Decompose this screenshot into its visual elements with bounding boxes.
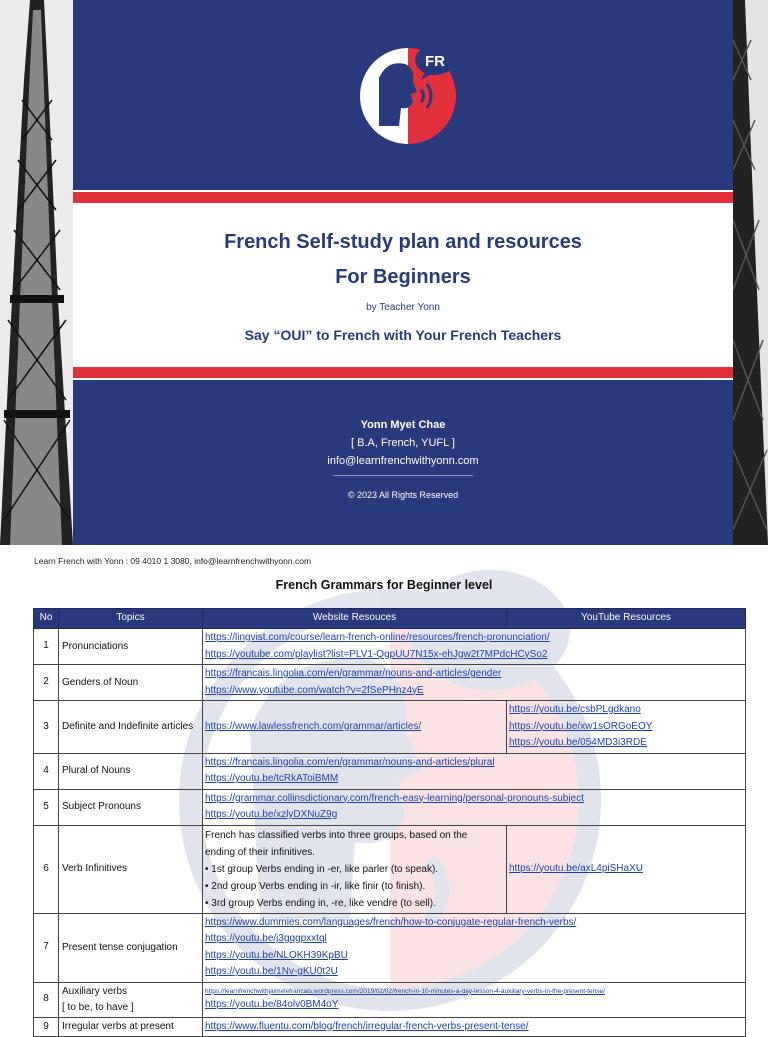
- row-topic: Irregular verbs at present: [59, 1017, 203, 1037]
- table-row: [34, 665, 746, 701]
- eiffel-tower-photo-left: [0, 0, 73, 545]
- learn-french-logo: [353, 38, 463, 148]
- note-line: ending of their infinitives.: [205, 846, 316, 858]
- banner-red-strip-bottom: [73, 367, 733, 378]
- resource-link[interactable]: https://francais.lingolia.com/en/grammar/nouns-and-articles/gender: [205, 668, 502, 679]
- table-header-row: [34, 609, 746, 629]
- row-resources: [203, 913, 746, 982]
- row-resources: [203, 789, 746, 825]
- contact-name: Yonn Myet Chae: [360, 419, 446, 431]
- column-header-youtube-resources: YouTube Resources: [507, 609, 746, 629]
- resource-link[interactable]: https://youtu.be/j3gqgpxxtql: [205, 933, 327, 944]
- resource-link[interactable]: https://francais.lingolia.com/en/grammar/nouns-and-articles/plural: [205, 756, 495, 768]
- note-line: • 2nd group Verbs ending in -ir, like finir (to finish).: [205, 880, 426, 892]
- row-topic: Verb Infinitives: [59, 825, 203, 913]
- resource-link[interactable]: https://youtu.be/xzlyDXNuZ9g: [205, 809, 338, 820]
- resource-link[interactable]: https://youtu.be/NLOKH39KpBU: [205, 949, 348, 961]
- row-topic: Definite and Indefinite articles: [59, 701, 203, 754]
- svg-text:FR: FR: [425, 53, 445, 70]
- resource-link[interactable]: https://www.fluentu.com/blog/french/irregular-french-verbs-present-tense/: [205, 1020, 529, 1032]
- resource-link[interactable]: https://www.dummies.com/languages/french/how-to-conjugate-regular-french-verbs/: [205, 916, 577, 928]
- youtube-link[interactable]: https://youtu.be/054MD3i3RDE: [509, 737, 647, 748]
- resource-link[interactable]: https://youtu.be/tcRkAToiBMM: [205, 773, 339, 784]
- column-header-topics: Topics: [59, 609, 203, 629]
- row-resources: [203, 665, 746, 701]
- row-topic: Subject Pronouns: [59, 789, 203, 825]
- cover-author-line: by Teacher Yonn: [366, 302, 440, 313]
- table-row: [34, 825, 746, 913]
- row-number: 9: [34, 1017, 59, 1037]
- contact-degree: [ B.A, French, YUFL ]: [351, 437, 455, 449]
- row-youtube-resources: [507, 825, 746, 913]
- row-number: 3: [34, 701, 59, 754]
- table-row: [34, 701, 746, 754]
- contact-email: info@learnfrenchwithyonn.com: [327, 455, 479, 467]
- row-resources: [203, 629, 746, 665]
- resource-link[interactable]: https://www.lawlessfrench.com/grammar/articles/: [205, 720, 422, 732]
- note-line: • 1st group Verbs ending in -er, like parler (to speak).: [205, 863, 439, 875]
- row-resources: [203, 1017, 746, 1037]
- resource-link[interactable]: https://learnfrenchwithjaimelefrancais.wordpress.com/2019/02/02/french-in-10-minutes-a-day-lesson-4-auxiliary-verbs-in-the-present-tense/: [205, 987, 605, 995]
- table-row: [34, 753, 746, 789]
- youtube-link[interactable]: https://youtu.be/xw1sORGoEOY: [509, 720, 653, 732]
- eiffel-tower-photo-right: [733, 0, 768, 545]
- document-header: Learn French with Yonn : 09 4010 1 3080, info@learnfrenchwithyonn.com: [34, 556, 312, 566]
- row-topic-subtitle: [ to be, to have ]: [62, 1001, 134, 1013]
- table-row: [34, 982, 746, 1017]
- note-line: • 3rd group Verbs ending in, -re, like vendre (to sell).: [205, 897, 436, 909]
- column-header-no: No: [34, 609, 59, 629]
- cover-title-line-2: For Beginners: [335, 266, 471, 288]
- cover-slogan: Say “OUI” to French with Your French Teachers: [244, 327, 562, 343]
- row-topic-cell: [59, 982, 203, 1017]
- table-row: [34, 629, 746, 665]
- row-number: 1: [34, 629, 59, 665]
- row-number: 4: [34, 753, 59, 789]
- copyright-text: © 2023 All Rights Reserved: [347, 490, 459, 500]
- row-number: 7: [34, 913, 59, 982]
- row-resources: [203, 982, 746, 1017]
- row-notes: [203, 825, 507, 913]
- row-resources: [203, 753, 746, 789]
- row-website-resources: [203, 701, 507, 754]
- row-number: 6: [34, 825, 59, 913]
- document-title: French Grammars for Beginner level: [275, 578, 493, 592]
- table-row: [34, 1017, 746, 1037]
- grammar-resources-table: [33, 608, 746, 1037]
- banner-red-strip-top: [73, 192, 733, 203]
- resource-link[interactable]: https://www.youtube.com/watch?v=2fSePHnz4yE: [205, 684, 424, 696]
- youtube-link[interactable]: https://youtu.be/csbPLgdkano: [509, 704, 641, 715]
- table-row: [34, 913, 746, 982]
- banner-divider: [333, 475, 473, 476]
- row-topic: Plural of Nouns: [59, 753, 203, 789]
- row-youtube-resources: [507, 701, 746, 754]
- note-line: French has classified verbs into three groups, based on the: [205, 829, 468, 841]
- row-topic: Auxiliary verbs: [62, 985, 128, 997]
- resource-link[interactable]: https://youtu.be/1Nv-gKU0t2U: [205, 966, 338, 977]
- row-topic: Present tense conjugation: [59, 913, 203, 982]
- resource-link[interactable]: https://youtube.com/playlist?list=PLV1-QgpUU7N15x-ehJgw2t7MPdcHCySo2: [205, 648, 548, 660]
- youtube-link[interactable]: https://youtu.be/axL4piSHaXU: [509, 862, 643, 874]
- row-topic: Genders of Noun: [59, 665, 203, 701]
- resource-link[interactable]: https://lingvist.com/course/learn-french-online/resources/french-pronunciation/: [205, 632, 550, 643]
- resource-link[interactable]: https://youtu.be/84olv0BM4oY: [205, 998, 339, 1010]
- table-row: [34, 789, 746, 825]
- row-number: 2: [34, 665, 59, 701]
- resource-link[interactable]: https://grammar.collinsdictionary.com/french-easy-learning/personal-pronouns-subject: [205, 792, 584, 804]
- column-header-website-resources: Website Resouces: [203, 609, 507, 629]
- row-number: 8: [34, 982, 59, 1017]
- row-topic: Pronunciations: [59, 629, 203, 665]
- row-number: 5: [34, 789, 59, 825]
- cover-title-line-1: French Self-study plan and resources: [224, 231, 582, 253]
